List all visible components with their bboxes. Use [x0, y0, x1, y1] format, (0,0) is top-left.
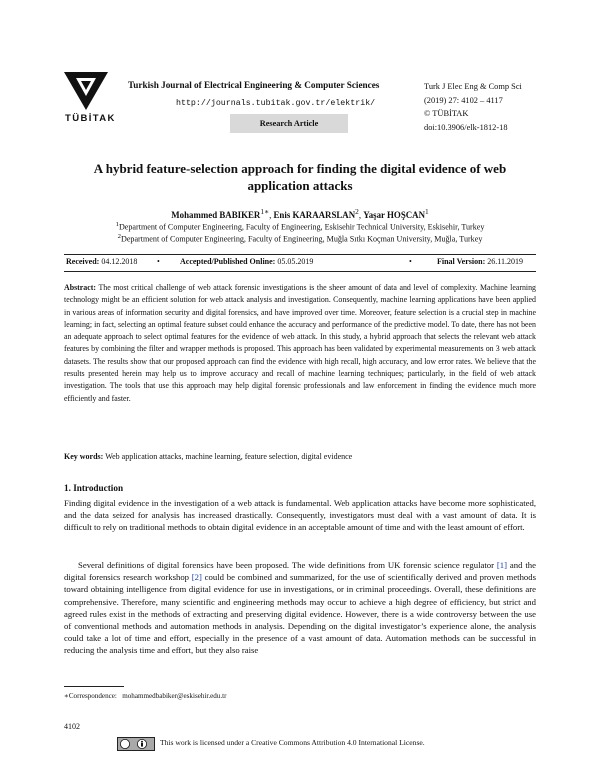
correspondence-footnote	[64, 691, 226, 700]
journal-name: Turkish Journal of Electrical Engineering & Computer Sciences	[128, 80, 380, 90]
accepted-date	[180, 257, 313, 266]
dates-bottom-rule	[64, 271, 536, 272]
paper-title: A hybrid feature-selection approach for finding the digital evidence of web application attacks	[93, 161, 507, 193]
affiliation-2	[0, 233, 600, 244]
citation-copyright: © TÜBİTAK	[424, 109, 469, 118]
received-label: Received:	[66, 257, 100, 266]
paragraph-text: could be combined and summarized, for the use of scientifically derived and proven methods toward obtaining intelligence from digital evidence for use in investigations, or in criminal proceedings. Overall, these definitions are comprehensive. Therefore, many scientific and engineering methods may occur to achieve a high degree of efficiency, but strict and agreed rules exist in the methods of extracting and preserving digital evidence. However, there is a wide controversy between the use of conventional methods and automation methods in analysis. Depending on the digital investigator’s experience alone, the analysis could take a lot of time and effort, especially in the presence of a vast amount of data. Automation methods can be successful in reducing the analysis time and effort, but they also raise	[64, 572, 536, 656]
keywords	[64, 452, 536, 461]
intro-paragraph-1: Finding digital evidence in the investigation of a web attack is fundamental. Web application attacks have become more sophisticated, and the data seized for analysis has increased drastically. Consequently, investigators must deal with a vast amount of data. It is difficult to rely on traditional methods to obtain digital evidence in an acceptable amount of time and with the least amount of effort.	[64, 498, 536, 533]
author-sup: 1	[425, 207, 429, 216]
accepted-label: Accepted/Published Online:	[180, 257, 276, 266]
intro-paragraph-2	[64, 559, 536, 657]
author-name: Yaşar HOŞCAN	[363, 209, 425, 220]
tubitak-logo	[62, 70, 110, 112]
footnote-rule	[64, 686, 124, 687]
author-list	[0, 207, 600, 220]
bullet: •	[157, 257, 160, 266]
affiliation-text: Department of Computer Engineering, Faculty of Engineering, Eskisehir Technical University, Eskisehir, Turkey	[118, 222, 485, 232]
correspondence-email[interactable]: mohammedbabiker@eskisehir.edu.tr	[122, 692, 227, 700]
bullet: •	[409, 257, 412, 266]
citation-link-2[interactable]: [2]	[191, 572, 202, 583]
author-sup: 2	[355, 207, 359, 216]
received-value: 04.12.2018	[101, 257, 138, 266]
publisher-logo-text: TÜBİTAK	[65, 113, 116, 124]
abstract-label: Abstract:	[64, 283, 96, 292]
keywords-text: Web application attacks, machine learning, feature selection, digital evidence	[105, 452, 353, 461]
affiliation-sup: 2	[117, 233, 121, 240]
affiliation-text: Department of Computer Engineering, Faculty of Engineering, Muğla Sıtkı Koçman University, Muğla, Turkey	[120, 234, 483, 244]
affiliation-1	[0, 221, 600, 232]
paragraph-text: Several definitions of digital forensics have been proposed. The wide definitions from UK forensic science regulator	[78, 560, 497, 570]
dates-bar	[64, 257, 536, 269]
author-name: Enis KARAARSLAN	[273, 209, 356, 220]
citation-journal: Turk J Elec Eng & Comp Sci	[424, 82, 522, 91]
cc-license-badge[interactable]	[117, 737, 155, 751]
cc-by-icon	[118, 738, 154, 750]
accepted-value: 05.05.2019	[277, 257, 314, 266]
paragraph-text: and the digital forensics research workshop	[64, 560, 536, 583]
citation-doi[interactable]: doi:10.3906/elk-1812-18	[424, 122, 508, 132]
section-heading-introduction: 1. Introduction	[64, 483, 124, 493]
article-type-badge: Research Article	[230, 114, 348, 133]
author-name: Mohammed BABIKER	[171, 209, 261, 220]
abstract	[64, 282, 536, 405]
affiliation-sup: 1	[115, 221, 119, 228]
journal-url[interactable]: http://journals.tubitak.gov.tr/elektrik/	[176, 99, 376, 108]
citation-link-1[interactable]: [1]	[496, 560, 508, 570]
final-value: 26.11.2019	[487, 257, 523, 266]
final-label: Final Version:	[437, 257, 486, 266]
page-number: 4102	[64, 722, 80, 731]
final-version-date	[437, 257, 523, 266]
license-text: This work is licensed under a Creative Commons Attribution 4.0 International License.	[160, 738, 425, 747]
received-date	[66, 257, 137, 266]
citation-volume: (2019) 27: 4102 – 4117	[424, 95, 503, 105]
author-sup: 1∗	[260, 207, 270, 216]
abstract-text: The most critical challenge of web attack forensic investigations is the sheer amount of data and level of complexity. Machine learning technology might be an efficient solution for web attack analysis and investigation. Consequently, machine learning applications have been applied in various areas of information security and digital forensics, and have improved over time. Moreover, feature selection is a crucial step in machine learning; in fact, selecting an optimal feature subset could enhance the accuracy and performance of the predictive model. To date, there has not been an adequate approach to select optimal features for the evidence of web attack. In this study, a hybrid approach that selects the relevant web attack features by combining the filter and wrapper methods is proposed. This approach has been validated by experimental measurements on 3 web attack datasets. The results show that our proposed approach can find the evidence with high recall, high accuracy, and low error rates. We believe that the results presented herein may help us to improve accuracy and recall of machine learning techniques; particularly, in the field of web attack investigation. The tools that use this approach may help digital forensic professionals and law enforcement in finding the evidence much more efficiently and faster.	[64, 283, 536, 403]
citation-block	[424, 80, 522, 134]
footnote-label: ∗Correspondence:	[64, 692, 117, 700]
keywords-label: Key words:	[64, 452, 104, 461]
author-sep: ,	[358, 209, 364, 220]
dates-top-rule	[64, 254, 536, 255]
author-sep: ,	[269, 209, 274, 220]
